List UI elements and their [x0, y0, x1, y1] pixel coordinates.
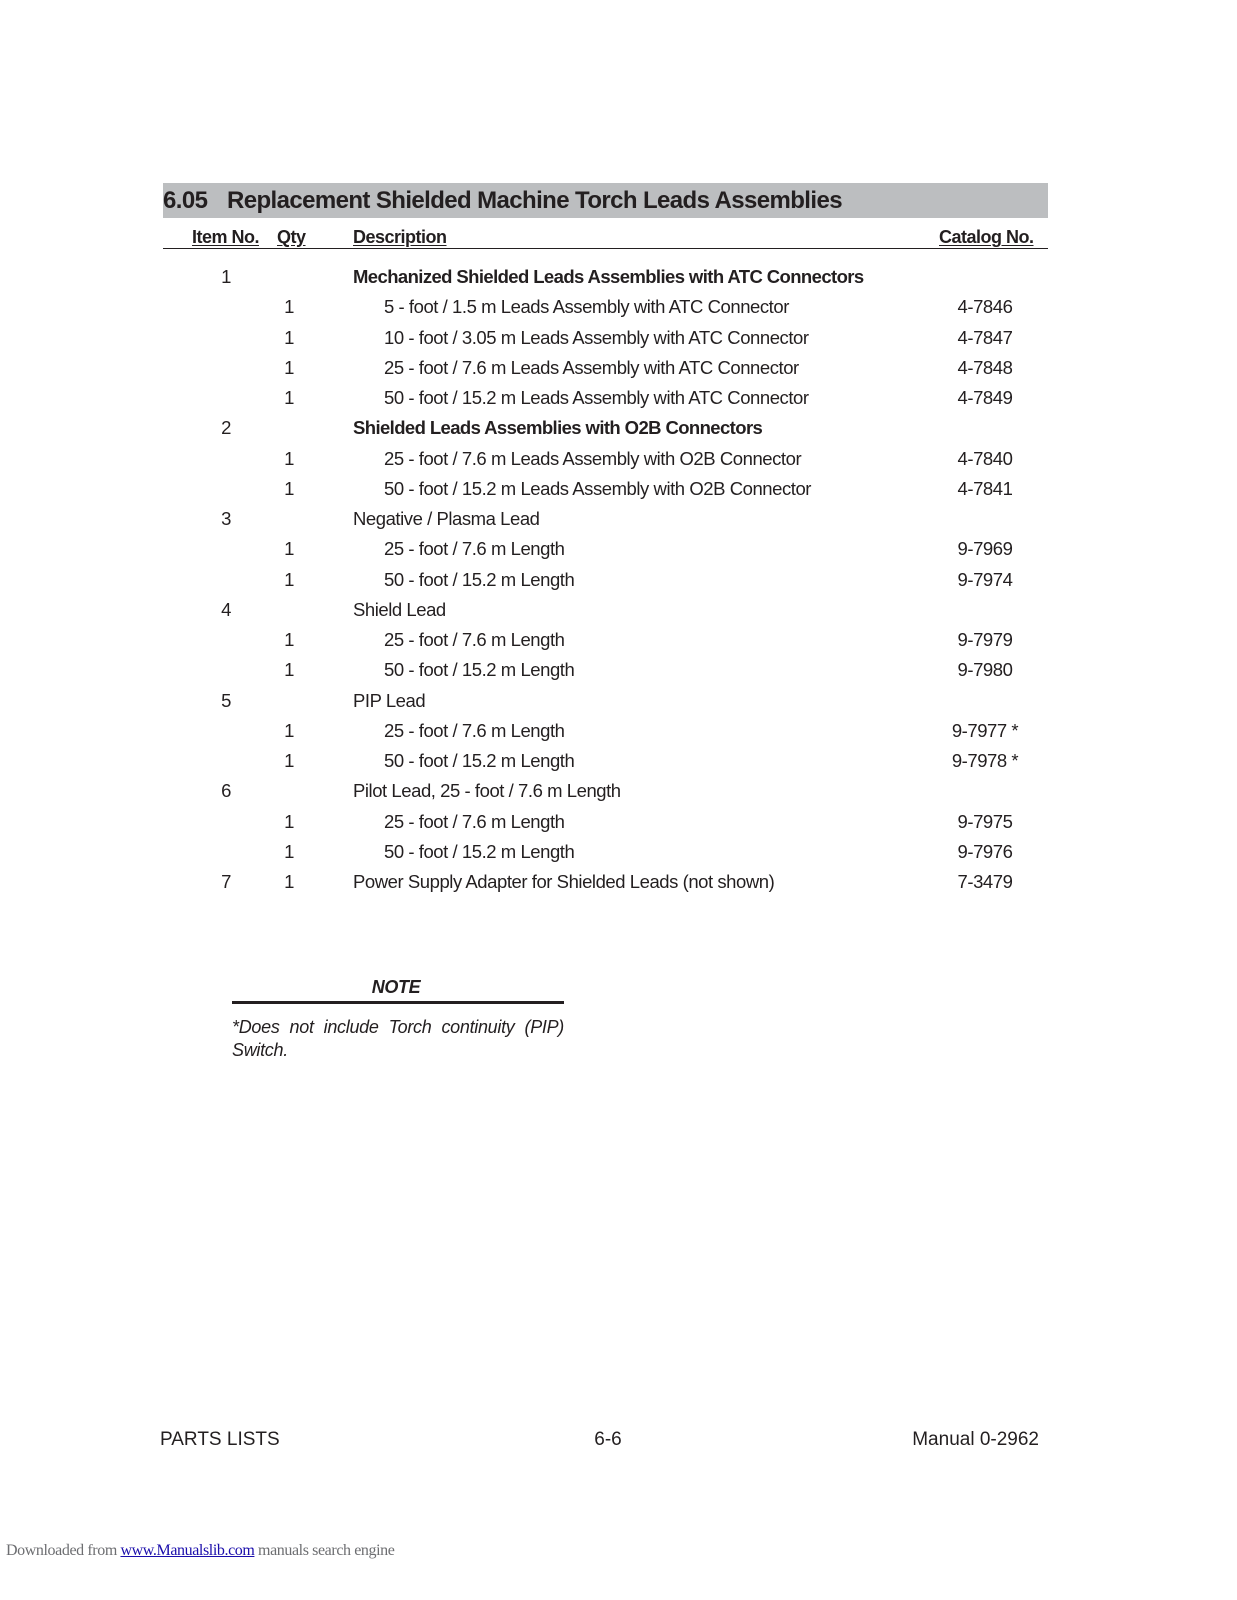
row-qty: 1: [284, 387, 294, 408]
table-row: [0, 444, 1237, 474]
row-description: 25 - foot / 7.6 m Length: [384, 538, 565, 560]
row-catalog-no: 9-7979: [957, 629, 1013, 650]
row-qty: 1: [284, 538, 294, 560]
row-catalog-no: 9-7975: [957, 810, 1013, 832]
row-description: 50 - foot / 15.2 m Length: [384, 840, 575, 862]
row-item-no: 1: [221, 266, 231, 287]
row-description: Shielded Leads Assemblies with O2B Connectors: [353, 417, 763, 439]
row-item-no: 3: [221, 508, 231, 529]
row-description: 5 - foot / 1.5 m Leads Assembly with ATC Connector: [384, 296, 789, 318]
row-catalog-no: 7-3479: [957, 871, 1013, 892]
download-prefix: Downloaded from: [6, 1542, 121, 1559]
download-attribution: [6, 1541, 394, 1561]
table-row: [0, 474, 1237, 504]
table-row: [0, 565, 1237, 595]
footer-page-number: 6-6: [594, 1429, 622, 1450]
row-description: 50 - foot / 15.2 m Length: [384, 568, 575, 590]
row-qty: 1: [284, 477, 294, 499]
table-row: [0, 655, 1237, 685]
row-catalog-no: 4-7846: [957, 296, 1013, 318]
table-row: [0, 504, 1237, 534]
row-qty: 1: [284, 719, 294, 741]
row-catalog-no: 9-7976: [957, 840, 1013, 862]
table-row: [0, 323, 1237, 353]
row-qty: 1: [284, 326, 294, 348]
row-qty: 1: [284, 840, 294, 862]
row-item-no: 6: [221, 780, 231, 802]
table-row: [0, 716, 1237, 746]
row-qty: 1: [284, 568, 294, 590]
row-description: 25 - foot / 7.6 m Length: [384, 629, 565, 650]
row-qty: 1: [284, 629, 294, 650]
table-row: [0, 292, 1237, 322]
row-description: 25 - foot / 7.6 m Length: [384, 810, 565, 832]
download-suffix: manuals search engine: [254, 1542, 395, 1559]
row-description: 50 - foot / 15.2 m Leads Assembly with O2B Connector: [384, 477, 811, 499]
row-description: 25 - foot / 7.6 m Length: [384, 719, 565, 741]
row-item-no: 7: [221, 871, 231, 892]
header-item-no: Item No.: [192, 227, 260, 247]
row-description: 50 - foot / 15.2 m Leads Assembly with ATC Connector: [384, 387, 809, 408]
row-description: Pilot Lead, 25 - foot / 7.6 m Length: [353, 780, 621, 802]
row-catalog-no: 4-7847: [957, 326, 1013, 348]
table-row: [0, 625, 1237, 655]
row-qty: 1: [284, 447, 294, 469]
table-row: [0, 595, 1237, 625]
table-row: [0, 686, 1237, 716]
row-catalog-no: 9-7969: [957, 538, 1013, 560]
table-row: [0, 776, 1237, 806]
header-catalog-no: Catalog No.: [939, 227, 1034, 247]
row-description: PIP Lead: [353, 689, 426, 711]
note-text: *Does not include Torch continuity (PIP) Switch.: [232, 1017, 564, 1060]
row-catalog-no: 9-7978 *: [951, 750, 1019, 771]
table-row: [0, 746, 1237, 776]
table-row: [0, 534, 1237, 564]
note-block: [232, 974, 564, 1062]
row-catalog-no: 9-7977 *: [951, 719, 1019, 741]
table-row: [0, 867, 1237, 897]
row-description: Shield Lead: [353, 598, 446, 620]
row-catalog-no: 4-7840: [957, 447, 1013, 469]
row-qty: 1: [284, 356, 294, 378]
row-description: 10 - foot / 3.05 m Leads Assembly with ATC Connector: [384, 326, 809, 348]
header-qty: Qty: [277, 227, 306, 247]
section-heading: Replacement Shielded Machine Torch Leads Assemblies: [227, 187, 842, 214]
row-item-no: 2: [221, 417, 231, 439]
row-description: 25 - foot / 7.6 m Leads Assembly with ATC Connector: [384, 356, 799, 378]
note-divider: [232, 1001, 564, 1004]
table-row: [0, 383, 1237, 413]
row-description: 50 - foot / 15.2 m Length: [384, 659, 575, 681]
row-catalog-no: 4-7848: [957, 356, 1013, 378]
note-title: NOTE: [371, 977, 421, 997]
row-description: Negative / Plasma Lead: [353, 508, 540, 529]
table-row: [0, 353, 1237, 383]
row-catalog-no: 4-7849: [957, 387, 1013, 408]
table-row: [0, 837, 1237, 867]
row-catalog-no: 9-7980: [957, 659, 1013, 681]
table-row: [0, 413, 1237, 443]
manualslib-link[interactable]: www.Manualslib.com: [120, 1542, 255, 1559]
row-catalog-no: 9-7974: [957, 568, 1013, 590]
section-number: 6.05: [163, 187, 208, 214]
row-qty: 1: [284, 871, 294, 892]
row-qty: 1: [284, 296, 294, 318]
row-description: 25 - foot / 7.6 m Leads Assembly with O2B Connector: [384, 447, 802, 469]
row-qty: 1: [284, 659, 294, 681]
footer-manual-number: Manual 0-2962: [912, 1429, 1039, 1450]
parts-table: [0, 262, 1237, 897]
table-row: [0, 807, 1237, 837]
row-item-no: 5: [221, 689, 231, 711]
row-description: 50 - foot / 15.2 m Length: [384, 750, 575, 771]
footer-section-name: PARTS LISTS: [160, 1429, 280, 1450]
header-description: Description: [353, 227, 447, 247]
row-qty: 1: [284, 810, 294, 832]
table-header: [163, 224, 1048, 249]
row-item-no: 4: [221, 598, 231, 620]
row-qty: 1: [284, 750, 294, 771]
row-description: Power Supply Adapter for Shielded Leads (not shown): [353, 871, 775, 892]
row-catalog-no: 4-7841: [957, 477, 1013, 499]
row-description: Mechanized Shielded Leads Assemblies with ATC Connectors: [353, 266, 864, 287]
section-title: [163, 183, 1048, 218]
table-row: [0, 262, 1237, 292]
